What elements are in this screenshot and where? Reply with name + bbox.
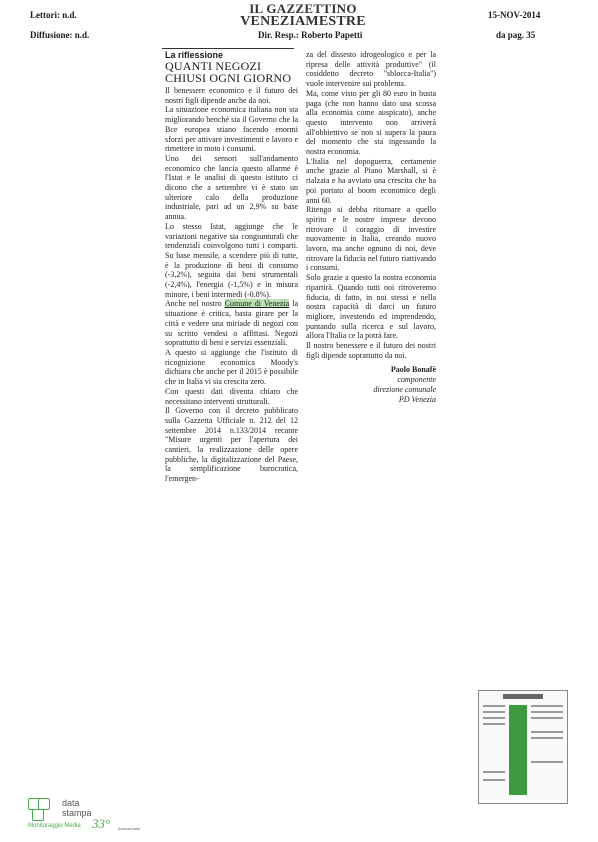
page-label: da pag. 35 <box>496 30 536 40</box>
thumbnail-line <box>531 717 563 719</box>
thumbnail-line <box>531 761 563 763</box>
article-headline: QUANTI NEGOZI CHIUSI OGNI GIORNO <box>165 59 292 85</box>
paragraph: Ritengo si debba ritornare a quello spirito e le nostre imprese devono ritrovare il coraggio di investire nuovamente in Italia, creando nuovo lavoro, ma anche ognuno di noi, deve ritrovare la fiducia nel futuro riattivando i consumi. <box>306 205 436 273</box>
masthead-top: IL GAZZETTINO <box>249 1 357 16</box>
paragraph: La situazione economica italiana non sta migliorando benché sia il Governo che la Bce europea stiano facendo enormi sforzi per attivare investimenti e lavoro e rimettere in moto i consumi. <box>165 105 298 154</box>
logo-word: stampa <box>62 808 92 818</box>
article-kicker: La riflessione <box>165 50 224 60</box>
director-label: Dir. Resp.: Roberto Papetti <box>258 30 363 40</box>
paragraph: A questo si aggiunge che l'istituto di ricognizione economica Moody's dichiara che anche per il 2015 è possibile che in Italia vi sia crescita zero. <box>165 347 298 387</box>
paragraph: Lo stesso Istat, aggiunge che le variazioni negative sia congiunturali che tendenziali coinvolgono tutti i comparti. Su base mensile, a scendere più di tutte, è la produzione di beni di consumo (-3,2%), seguita dai beni strumentali (-2,4%), l'energia (-1,5%) e in misura minore, i beni intermedi (-0.8%). <box>165 221 298 299</box>
paragraph: Il benessere economico e il futuro dei nostri figli dipende anche da noi. <box>165 86 298 105</box>
article-column-1 <box>165 86 298 484</box>
author-role: direzione comunale <box>373 384 436 394</box>
datastampa-logo <box>28 798 148 838</box>
paragraph-text: Anche nel nostro <box>165 299 225 309</box>
thumbnail-line <box>483 771 505 773</box>
thumbnail-line <box>483 711 505 713</box>
date-label: 15-NOV-2014 <box>488 10 541 20</box>
logo-wordmark <box>62 798 92 818</box>
logo-word: data <box>62 798 80 808</box>
paragraph <box>165 299 298 348</box>
paragraph: Uno dei sensori sull'andamento economico che lancia questo allarme è l'Istat e le analisi di questo istituto ci dicono che a settembre vi è stato un ulteriore calo della produzione industriale, pari ad un 2,9% su base annua. <box>165 153 298 222</box>
readers-label: Lettori: n.d. <box>30 10 77 20</box>
thumbnail-article-highlight <box>509 705 527 795</box>
logo-tagline: Monitoraggio Media <box>28 823 81 829</box>
thumbnail-masthead <box>503 694 543 699</box>
paragraph-text: la situazione è critica, basta girare per la città e vedere una miriade di negozi con su scritto vendesi o affittasi. Negozi soprattutto di beni e servizi essenziali. <box>165 299 298 348</box>
paragraph: Ma, come visto per gli 80 euro in busta paga (che non hanno dato una scossa alla economia come auspicato), anche questo intervento non arriverà all'obbiettivo se non si supera la paura del momento che sta ingessando la nostra economia. <box>306 88 436 157</box>
circulation-label: Diffusione: n.d. <box>30 30 90 40</box>
thumbnail-line <box>483 705 505 707</box>
kicker-rule <box>162 48 294 49</box>
paragraph: Il Governo con il decreto pubblicato sulla Gazzetta Ufficiale n. 212 del 12 settembre 2014 n.133/2014 recante "Misure urgenti per l'apertura dei cantieri, la realizzazione delle opere pubbliche, la digitalizzazione del Paese, la semplificazione burocratica, l'emergen- <box>165 406 298 484</box>
thumbnail-line <box>483 779 505 781</box>
author-role: componente <box>397 374 436 384</box>
article-column-2 <box>306 50 436 405</box>
author-role: PD Venezia <box>398 394 436 404</box>
masthead-bottom: VENEZIAMESTRE <box>240 14 366 29</box>
thumbnail-line <box>483 723 505 725</box>
masthead <box>238 2 368 29</box>
thumbnail-line <box>531 737 563 739</box>
author-signature <box>306 365 436 405</box>
paragraph: L'Italia nel dopoguerra, certamente anche grazie al Piano Marshall, si è rialzata e ha avviato una crescita che ha poi portato al boom economico degli anni 60. <box>306 156 436 205</box>
highlighted-term: Comune di Venezia <box>224 299 290 309</box>
thumbnail-line <box>531 705 563 707</box>
logo-square-icon <box>32 809 44 821</box>
logo-anniversary-label: Anniversario <box>118 826 141 831</box>
logo-anniversary: 33° <box>92 816 111 831</box>
author-name: Paolo Bonafè <box>390 364 436 374</box>
page-thumbnail <box>478 690 568 804</box>
paragraph: Solo grazie a questo la nostra economia ripartirà. Quando tutti noi ritroveremo fiducia, di fatto, in noi stessi e nella nostra capacità di darci un futuro migliore, investendo ed imprendendo, puntando sulla ricerca e sul lavoro, allora l'Italia ce la potrà fare. <box>306 273 436 341</box>
thumbnail-line <box>531 731 563 733</box>
paragraph: Il nostro benessere e il futuro dei nostri figli dipende soprattutto da noi. <box>306 341 436 360</box>
paragraph: za del dissesto idrogeologico e per la ripresa delle attività produttive" (il cosiddetto decreto "sblocca-Italia") vuole intervenire sui problema. <box>306 50 436 89</box>
paragraph: Con questi dati diventa chiaro che necessitano interventi strutturali. <box>165 386 298 406</box>
thumbnail-line <box>483 717 505 719</box>
thumbnail-line <box>531 711 563 713</box>
